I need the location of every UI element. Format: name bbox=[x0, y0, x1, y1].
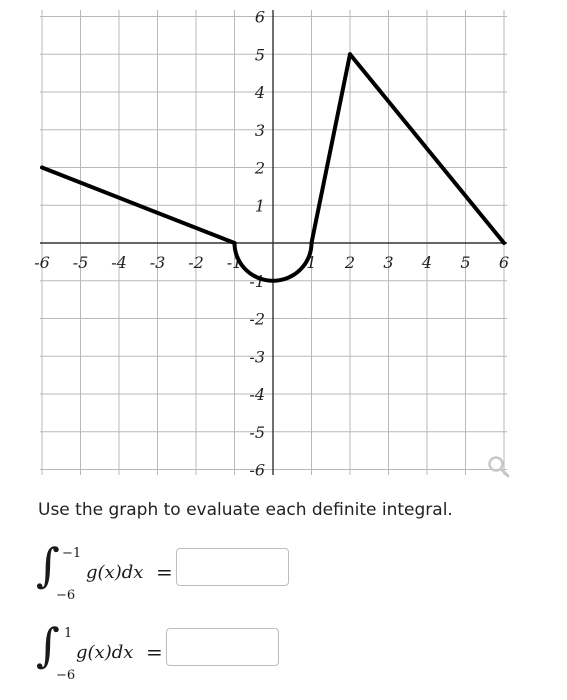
y-tick-label: -1 bbox=[249, 271, 265, 291]
y-tick-label: 1 bbox=[254, 196, 265, 216]
zoom-icon[interactable] bbox=[486, 454, 512, 480]
y-tick-label: -6 bbox=[249, 460, 265, 480]
x-tick-label: -5 bbox=[72, 253, 89, 272]
y-tick-label: -3 bbox=[249, 347, 265, 367]
x-tick-label: -1 bbox=[226, 253, 243, 272]
y-tick-label: 6 bbox=[254, 7, 265, 27]
equals-sign: = bbox=[156, 560, 173, 584]
integral-2 bbox=[36, 618, 336, 688]
lower-limit: −6 bbox=[56, 668, 76, 683]
x-tick-label: 5 bbox=[460, 253, 471, 272]
y-tick-label: 3 bbox=[254, 120, 265, 140]
integrand: g(x)dx bbox=[76, 642, 134, 663]
y-tick-label: 2 bbox=[254, 158, 265, 178]
curve-segment bbox=[312, 54, 351, 243]
x-tick-label: 2 bbox=[344, 253, 356, 272]
integrand: g(x)dx bbox=[86, 562, 144, 583]
x-tick-label: -2 bbox=[188, 253, 204, 272]
upper-limit: 1 bbox=[64, 626, 73, 641]
y-tick-label: -2 bbox=[249, 309, 265, 329]
y-tick-label: 5 bbox=[254, 45, 265, 65]
integral-sign: ∫ bbox=[36, 618, 60, 672]
integral-sign: ∫ bbox=[36, 538, 60, 592]
answer-input-1[interactable] bbox=[176, 548, 289, 586]
instructions: Use the graph to evaluate each definite integral. bbox=[38, 500, 453, 520]
x-tick-label: -4 bbox=[111, 253, 127, 272]
y-tick-label: 4 bbox=[254, 83, 265, 102]
axes bbox=[40, 7, 510, 475]
y-tick-label: -5 bbox=[249, 422, 265, 442]
x-tick-label: 4 bbox=[421, 253, 433, 272]
upper-limit: −1 bbox=[62, 546, 82, 561]
y-tick-label: -4 bbox=[249, 385, 265, 404]
x-tick-label: 6 bbox=[498, 253, 510, 272]
x-tick-label: 3 bbox=[383, 253, 394, 272]
integral-1 bbox=[36, 538, 336, 608]
equals-sign: = bbox=[146, 640, 163, 664]
answer-input-2[interactable] bbox=[166, 628, 279, 666]
x-tick-label: -3 bbox=[149, 253, 166, 272]
lower-limit: −6 bbox=[56, 588, 76, 603]
x-tick-label: -6 bbox=[34, 253, 50, 272]
x-tick-label: 1 bbox=[306, 253, 317, 272]
